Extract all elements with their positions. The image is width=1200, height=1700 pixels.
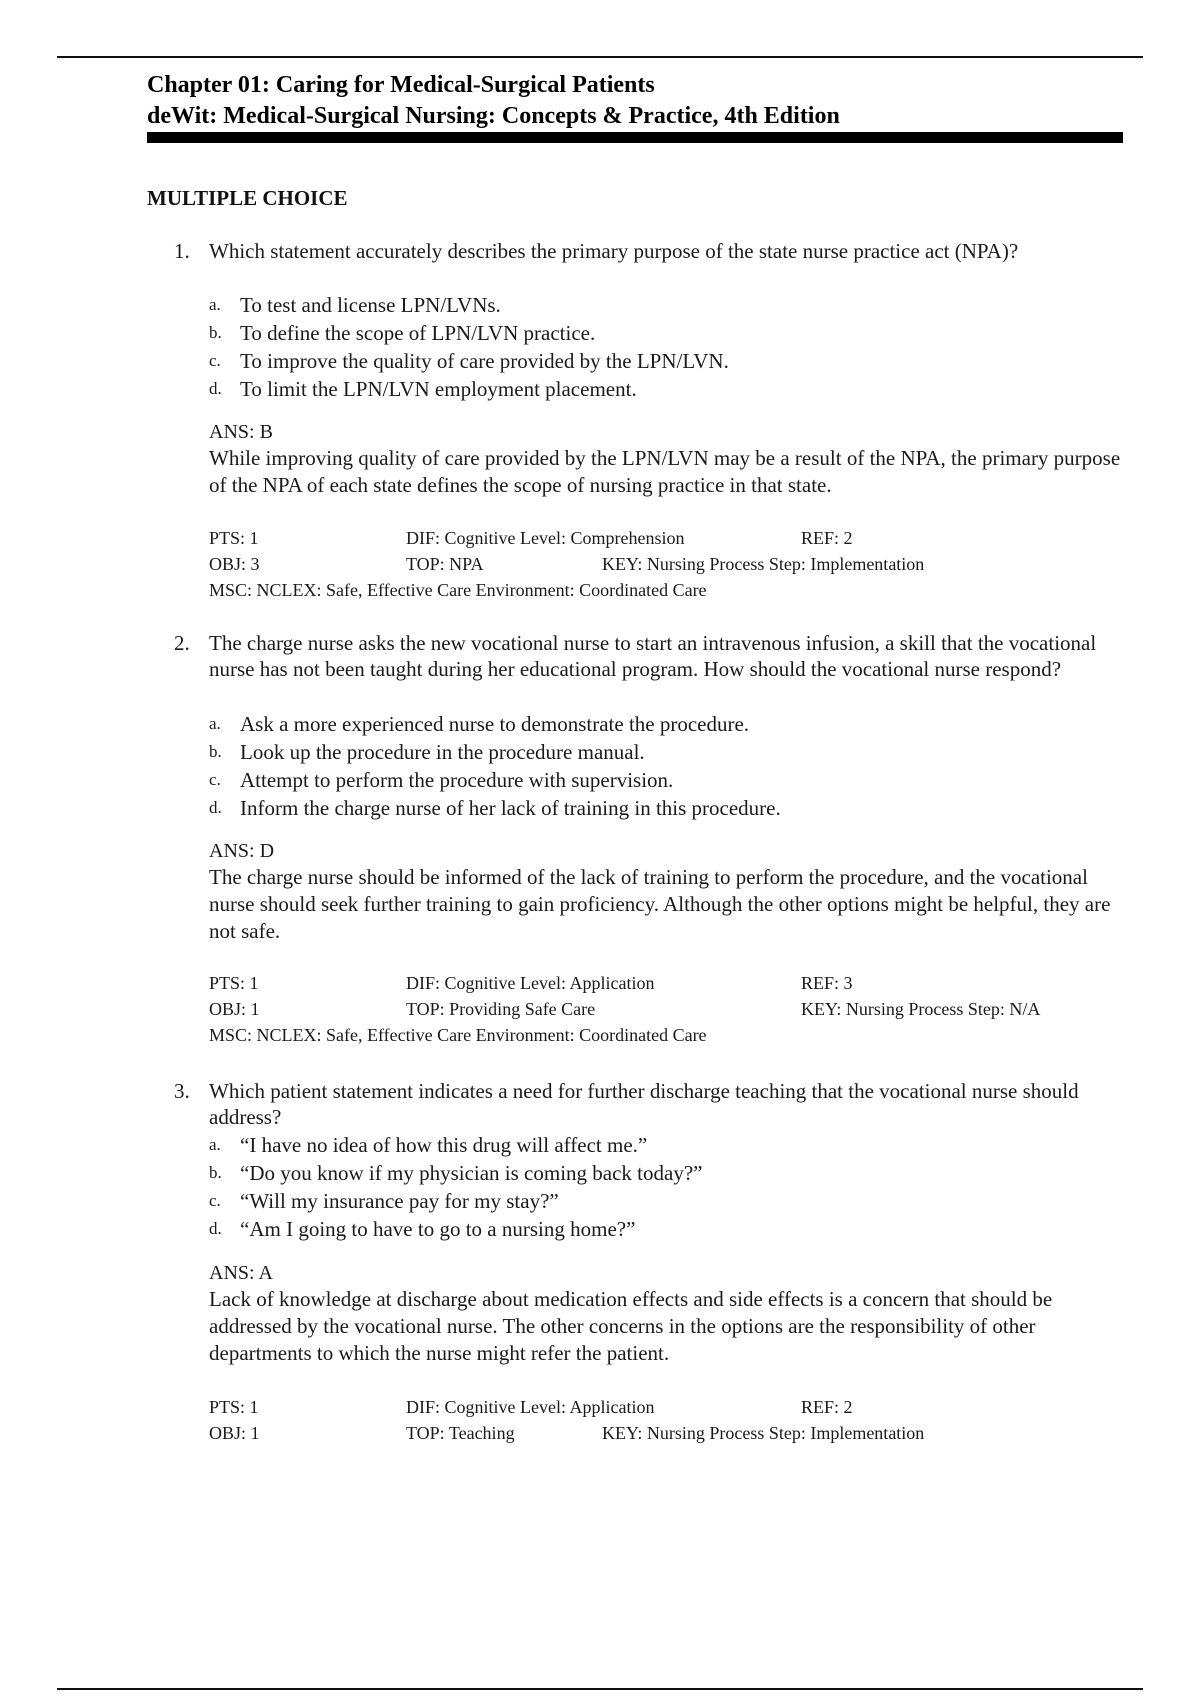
option-d: d. Inform the charge nurse of her lack of training in this procedure.: [209, 796, 781, 820]
question-metadata: [209, 1394, 1129, 1446]
meta-key: KEY: Nursing Process Step: Implementation: [602, 1423, 925, 1443]
meta-pts: PTS: 1: [209, 973, 259, 993]
meta-dif: DIF: Cognitive Level: Comprehension: [406, 528, 685, 548]
question-number: 1.: [174, 239, 190, 263]
option-list: [209, 1131, 1129, 1243]
option-c: c. “Will my insurance pay for my stay?”: [209, 1189, 559, 1213]
section-title: MULTIPLE CHOICE: [147, 186, 348, 210]
answer-key: ANS: A: [209, 1262, 273, 1284]
meta-pts: PTS: 1: [209, 1397, 259, 1417]
meta-obj: OBJ: 1: [209, 999, 260, 1019]
rationale: The charge nurse should be informed of the lack of training to perform the procedure, and the vocational nurse should seek further training to gain proficiency. Although the other options might be helpful, they are not safe.: [209, 865, 1111, 943]
meta-msc: MSC: NCLEX: Safe, Effective Care Environment: Coordinated Care: [209, 1025, 707, 1045]
meta-ref: REF: 3: [801, 973, 853, 993]
meta-ref: REF: 2: [801, 1397, 853, 1417]
option-a: a. To test and license LPN/LVNs.: [209, 293, 501, 317]
option-b: b. Look up the procedure in the procedure manual.: [209, 740, 645, 764]
meta-obj: OBJ: 3: [209, 554, 260, 574]
question-stem: Which patient statement indicates a need for further discharge teaching that the vocational nurse should address?: [209, 1079, 1079, 1129]
meta-dif: DIF: Cognitive Level: Application: [406, 1397, 655, 1417]
meta-pts: PTS: 1: [209, 528, 259, 548]
option-a: a. “I have no idea of how this drug will affect me.”: [209, 1133, 648, 1157]
question-stem: Which statement accurately describes the primary purpose of the state nurse practice act (NPA)?: [209, 239, 1019, 263]
meta-key: KEY: Nursing Process Step: Implementation: [602, 554, 925, 574]
question-stem: The charge nurse asks the new vocational nurse to start an intravenous infusion, a skill that the vocational nurse has not been taught during her educational program. How should the vocational nurse respond?: [209, 631, 1097, 681]
meta-top: TOP: NPA: [406, 554, 484, 574]
option-d: d. To limit the LPN/LVN employment placement.: [209, 377, 637, 401]
question-number: 3.: [174, 1079, 190, 1103]
meta-dif: DIF: Cognitive Level: Application: [406, 973, 655, 993]
option-a: a. Ask a more experienced nurse to demonstrate the procedure.: [209, 712, 750, 736]
meta-obj: OBJ: 1: [209, 1423, 260, 1443]
question-metadata: [209, 970, 1129, 1048]
page-header: [147, 70, 1127, 132]
option-d: d. “Am I going to have to go to a nursing home?”: [209, 1217, 636, 1241]
option-b: b. “Do you know if my physician is coming back today?”: [209, 1161, 703, 1185]
meta-top: TOP: Providing Safe Care: [406, 999, 596, 1019]
rationale: While improving quality of care provided by the LPN/LVN may be a result of the NPA, the primary purpose of the NPA of each state defines the scope of nursing practice in that state.: [209, 446, 1121, 497]
option-c: c. To improve the quality of care provided by the LPN/LVN.: [209, 349, 729, 373]
top-rule: [57, 56, 1143, 58]
answer-key: ANS: D: [209, 840, 275, 862]
question-metadata: [209, 525, 1129, 603]
bottom-rule: [57, 1688, 1143, 1690]
question-number: 2.: [174, 631, 190, 655]
option-c: c. Attempt to perform the procedure with supervision.: [209, 768, 674, 792]
meta-key: KEY: Nursing Process Step: N/A: [801, 999, 1041, 1019]
option-list: [209, 710, 1129, 822]
answer-key: ANS: B: [209, 421, 273, 443]
chapter-title: Chapter 01: Caring for Medical-Surgical Patients: [147, 72, 655, 98]
rationale: Lack of knowledge at discharge about medication effects and side effects is a concern that should be addressed by the vocational nurse. The other concerns in the options are the responsibility of other departments to which the nurse might refer the patient.: [209, 1287, 1053, 1365]
meta-msc: MSC: NCLEX: Safe, Effective Care Environment: Coordinated Care: [209, 580, 707, 600]
option-list: [209, 291, 1129, 403]
meta-ref: REF: 2: [801, 528, 853, 548]
meta-top: TOP: Teaching: [406, 1423, 515, 1443]
book-title: deWit: Medical-Surgical Nursing: Concepts & Practice, 4th Edition: [147, 103, 840, 129]
header-divider: [147, 132, 1123, 143]
option-b: b. To define the scope of LPN/LVN practice.: [209, 321, 596, 345]
